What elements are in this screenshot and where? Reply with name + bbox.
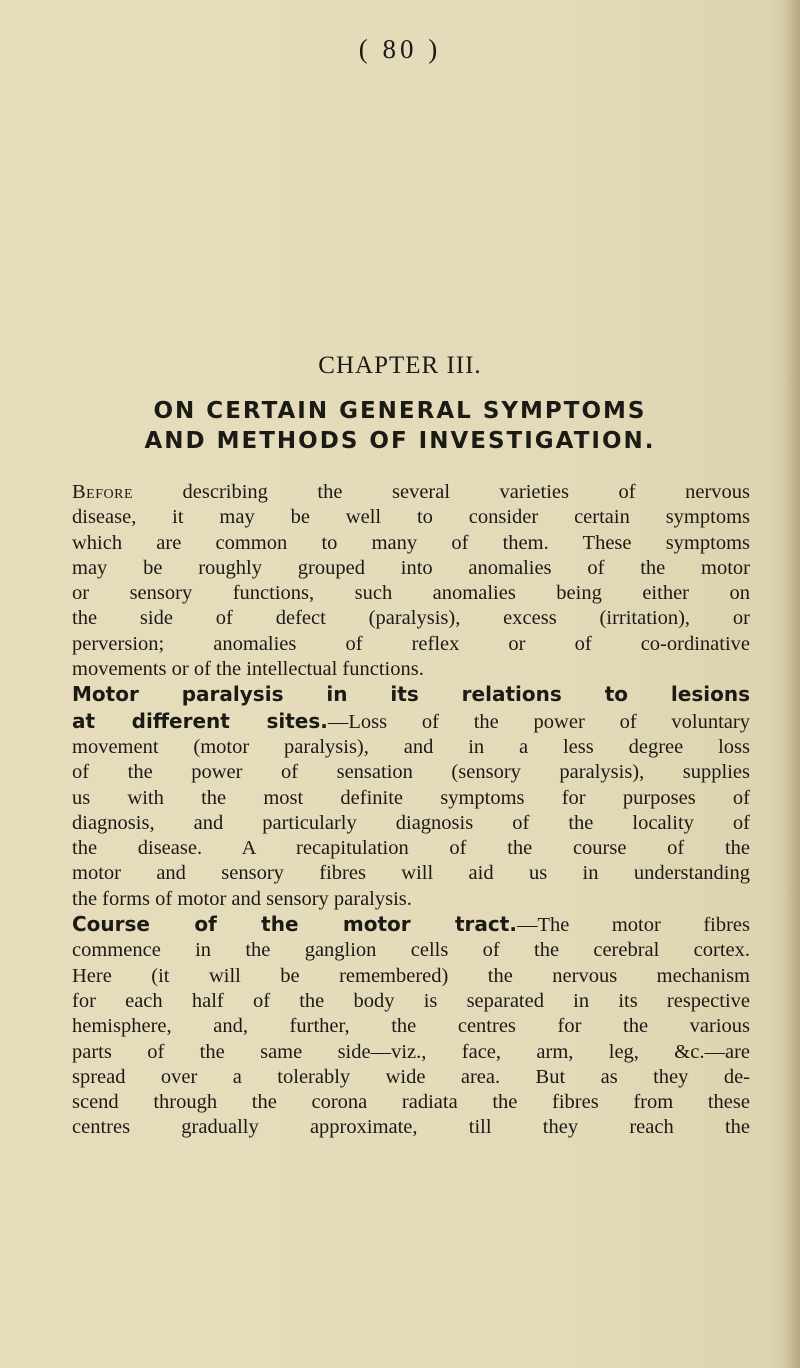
text-line: which are common to many of them. These symptoms (72, 531, 750, 554)
body-text (72, 480, 750, 1141)
text-line: perversion; anomalies of reflex or of co-ordinative (72, 632, 750, 655)
page-number: ( 80 ) (358, 34, 442, 64)
section-heading-motor-tract: Course of the motor tract. (72, 912, 517, 937)
chapter-title-line-1: ON CERTAIN GENERAL SYMPTOMS (153, 398, 647, 424)
text-line: Before describing the several varieties of nervous (72, 481, 750, 503)
text-line: centres gradually approximate, till they reach the (72, 1116, 750, 1139)
paragraph-lead-word: Before (72, 481, 134, 503)
text-line: motor and sensory fibres will aid us in understanding (72, 862, 750, 885)
section-heading-line (72, 682, 750, 708)
text-line: the side of defect (paralysis), excess (irritation), or (72, 607, 750, 630)
text-line: spread over a tolerably wide area. But as they de- (72, 1065, 750, 1088)
text-line: at different sites.—Loss of the power of voluntary (72, 708, 750, 733)
text-line: disease, it may be well to consider certain symptoms (72, 506, 750, 529)
section-heading-motor-paralysis-cont: at different sites. (72, 708, 328, 733)
text-line: for each half of the body is separated in its respective (72, 989, 750, 1012)
text-line: Here (it will be remembered) the nervous mechanism (72, 964, 750, 987)
text-line: scend through the corona radiata the fibres from these (72, 1091, 750, 1114)
text-line: the disease. A recapitulation of the course of the (72, 837, 750, 860)
text-line: diagnosis, and particularly diagnosis of the locality of (72, 811, 750, 834)
text-line: movement (motor paralysis), and in a less degree loss (72, 735, 750, 758)
text-line: parts of the same side—viz., face, arm, leg, &c.—are (72, 1040, 750, 1063)
text-line: or sensory functions, such anomalies being either on (72, 582, 750, 605)
text-line: may be roughly grouped into anomalies of the motor (72, 556, 750, 579)
text-line: movements or of the intellectual functions. (72, 658, 424, 681)
text-line: the forms of motor and sensory paralysis. (72, 887, 412, 910)
text-line: commence in the ganglion cells of the cerebral cortex. (72, 939, 750, 962)
section-heading-motor-paralysis: Motor paralysis in its relations to lesions (72, 682, 750, 707)
chapter-heading: CHAPTER III. (318, 352, 482, 379)
text-line: Course of the motor tract.—The motor fibres (72, 912, 751, 937)
chapter-title (40, 396, 760, 456)
text-line: hemisphere, and, further, the centres for the various (72, 1015, 750, 1038)
text-line: us with the most definite symptoms for purposes of (72, 786, 750, 809)
chapter-title-line-2: AND METHODS OF INVESTIGATION. (144, 428, 656, 454)
page-edge-shadow (784, 0, 800, 1368)
text-line: of the power of sensation (sensory paralysis), supplies (72, 761, 750, 784)
